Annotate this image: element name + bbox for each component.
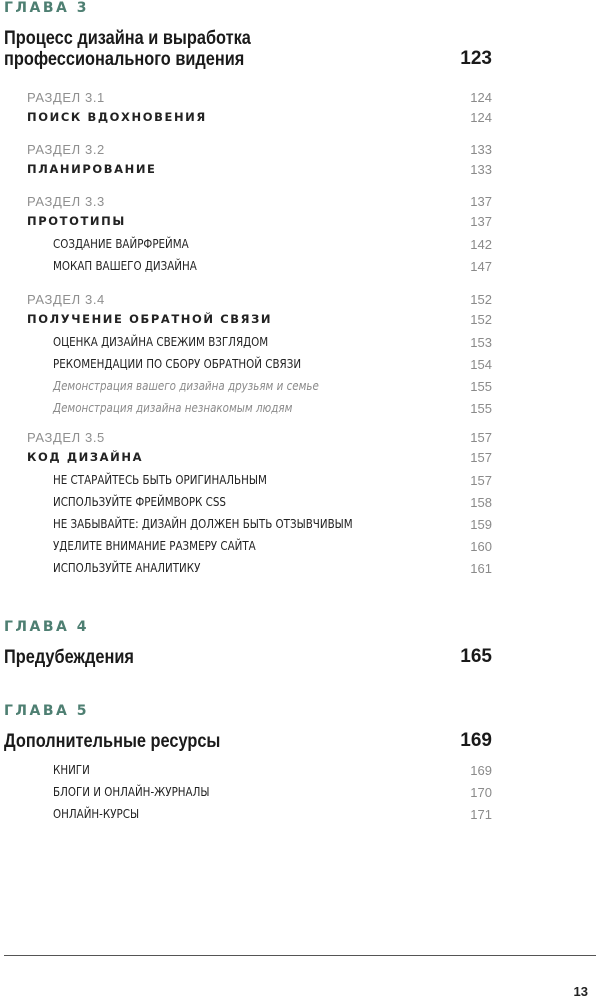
- footer-divider: [4, 955, 596, 956]
- toc-entry-page: 161: [470, 561, 492, 576]
- toc-entry-page: 155: [470, 379, 492, 394]
- toc-entry-blogs[interactable]: [0, 785, 596, 803]
- toc-entry-label: СОЗДАНИЕ ВАЙРФРЕЙМА: [53, 237, 189, 251]
- chapter-5-title[interactable]: Дополнительные ресурсы: [4, 731, 221, 752]
- toc-entry-label: Демонстрация вашего дизайна друзьям и семье: [53, 379, 319, 393]
- toc-entry-feedback[interactable]: [0, 312, 596, 330]
- toc-entry-label: Демонстрация дизайна незнакомым людям: [53, 401, 293, 415]
- toc-entry-page: 137: [470, 214, 492, 229]
- chapter-3-title-line1: Процесс дизайна и выработка: [4, 28, 251, 49]
- toc-entry-section-3-5[interactable]: [0, 430, 596, 448]
- toc-entry-friends-family[interactable]: [0, 379, 596, 397]
- toc-entry-page: 152: [470, 292, 492, 307]
- toc-entry-not-original[interactable]: [0, 473, 596, 491]
- toc-entry-label: ОЦЕНКА ДИЗАЙНА СВЕЖИМ ВЗГЛЯДОМ: [53, 335, 269, 349]
- toc-entry-inspiration[interactable]: [0, 110, 596, 128]
- toc-entry-page: 158: [470, 495, 492, 510]
- toc-entry-label: КОД ДИЗАЙНА: [27, 450, 144, 464]
- toc-entry-analytics[interactable]: [0, 561, 596, 579]
- toc-entry-page: 169: [470, 763, 492, 778]
- chapter-5-label: ГЛАВА 5: [4, 703, 90, 719]
- toc-entry-wireframe[interactable]: [0, 237, 596, 255]
- toc-entry-css-framework[interactable]: [0, 495, 596, 513]
- toc-entry-site-size[interactable]: [0, 539, 596, 557]
- toc-entry-label: КНИГИ: [53, 763, 90, 777]
- toc-entry-courses[interactable]: [0, 807, 596, 825]
- toc-entry-page: 153: [470, 335, 492, 350]
- toc-entry-page: 154: [470, 357, 492, 372]
- toc-entry-page: 142: [470, 237, 492, 252]
- toc-entry-page: 157: [470, 450, 492, 465]
- toc-entry-page: 155: [470, 401, 492, 416]
- toc-entry-label: НЕ СТАРАЙТЕСЬ БЫТЬ ОРИГИНАЛЬНЫМ: [53, 473, 267, 487]
- toc-entry-page: 124: [470, 110, 492, 125]
- toc-entry-page: 160: [470, 539, 492, 554]
- toc-entry-page: 147: [470, 259, 492, 274]
- chapter-3-label: ГЛАВА 3: [4, 0, 90, 16]
- toc-entry-label: БЛОГИ И ОНЛАЙН-ЖУРНАЛЫ: [53, 785, 210, 799]
- toc-entry-label: РАЗДЕЛ 3.5: [27, 430, 105, 445]
- toc-entry-planning[interactable]: [0, 162, 596, 180]
- toc-entry-label: ОНЛАЙН-КУРСЫ: [53, 807, 140, 821]
- toc-entry-label: ПРОТОТИПЫ: [27, 214, 126, 228]
- toc-entry-label: РЕКОМЕНДАЦИИ ПО СБОРУ ОБРАТНОЙ СВЯЗИ: [53, 357, 302, 371]
- toc-entry-page: 157: [470, 473, 492, 488]
- toc-entry-page: 157: [470, 430, 492, 445]
- toc-entry-prototypes[interactable]: [0, 214, 596, 232]
- chapter-4-page: 165: [460, 646, 492, 667]
- toc-entry-section-3-2[interactable]: [0, 142, 596, 160]
- toc-entry-label: ПОИСК ВДОХНОВЕНИЯ: [27, 110, 207, 124]
- toc-entry-label: НЕ ЗАБЫВАЙТЕ: ДИЗАЙН ДОЛЖЕН БЫТЬ ОТЗЫВЧИВЫМ: [53, 517, 353, 531]
- toc-entry-page: 159: [470, 517, 492, 532]
- toc-entry-books[interactable]: [0, 763, 596, 781]
- toc-entry-fresh-look[interactable]: [0, 335, 596, 353]
- toc-entry-page: 133: [470, 142, 492, 157]
- chapter-3-title-line2: профессионального видения: [4, 49, 245, 70]
- chapter-3-page: 123: [460, 48, 492, 69]
- toc-entry-label: РАЗДЕЛ 3.4: [27, 292, 105, 307]
- toc-entry-label: ПОЛУЧЕНИЕ ОБРАТНОЙ СВЯЗИ: [27, 312, 273, 326]
- chapter-4-title[interactable]: Предубеждения: [4, 647, 134, 668]
- toc-entry-label: МОКАП ВАШЕГО ДИЗАЙНА: [53, 259, 197, 273]
- toc-entry-label: ИСПОЛЬЗУЙТЕ АНАЛИТИКУ: [53, 561, 201, 575]
- toc-entry-label: УДЕЛИТЕ ВНИМАНИЕ РАЗМЕРУ САЙТА: [53, 539, 256, 553]
- toc-entry-section-3-4[interactable]: [0, 292, 596, 310]
- toc-entry-strangers[interactable]: [0, 401, 596, 419]
- toc-entry-section-3-3[interactable]: [0, 194, 596, 212]
- toc-entry-label: РАЗДЕЛ 3.2: [27, 142, 105, 157]
- toc-entry-feedback-tips[interactable]: [0, 357, 596, 375]
- toc-entry-page: 133: [470, 162, 492, 177]
- toc-entry-label: ИСПОЛЬЗУЙТЕ ФРЕЙМВОРК CSS: [53, 495, 226, 509]
- chapter-4-label: ГЛАВА 4: [4, 619, 90, 635]
- page-number: 13: [573, 984, 588, 999]
- toc-entry-label: РАЗДЕЛ 3.3: [27, 194, 105, 209]
- toc-entry-page: 171: [470, 807, 492, 822]
- toc-entry-page: 124: [470, 90, 492, 105]
- toc-entry-responsive[interactable]: [0, 517, 596, 535]
- toc-entry-page: 152: [470, 312, 492, 327]
- chapter-5-page: 169: [460, 730, 492, 751]
- toc-entry-section-3-1[interactable]: [0, 90, 596, 108]
- toc-entry-label: ПЛАНИРОВАНИЕ: [27, 162, 157, 176]
- toc-entry-mockup[interactable]: [0, 259, 596, 277]
- toc-entry-label: РАЗДЕЛ 3.1: [27, 90, 105, 105]
- toc-entry-page: 170: [470, 785, 492, 800]
- toc-entry-page: 137: [470, 194, 492, 209]
- toc-entry-design-code[interactable]: [0, 450, 596, 468]
